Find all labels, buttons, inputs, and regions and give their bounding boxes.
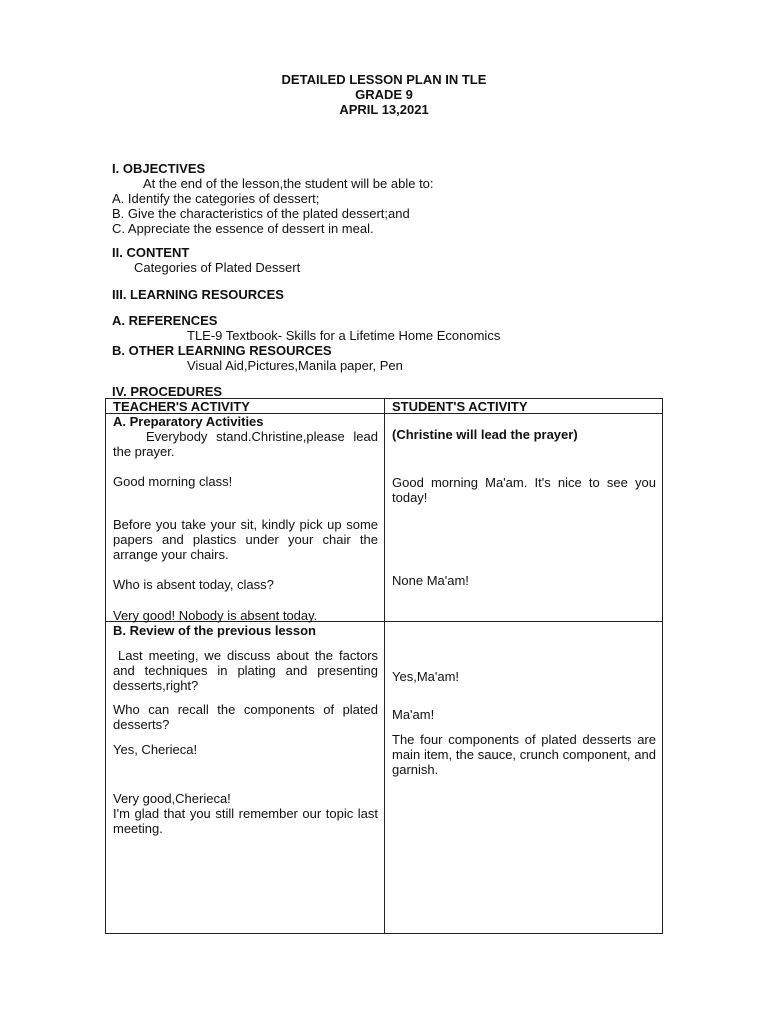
other-resources-heading: B. OTHER LEARNING RESOURCES bbox=[112, 343, 332, 358]
content-text: Categories of Plated Dessert bbox=[134, 260, 301, 275]
teacher-column-header: TEACHER'S ACTIVITY bbox=[113, 399, 250, 414]
teacher-line: Everybody stand.Christine,please lead the prayer. bbox=[113, 429, 378, 459]
teacher-line: Before you take your sit, kindly pick up some papers and plastics under your chair the arrange your chairs. bbox=[113, 517, 378, 562]
grade-line: GRADE 9 bbox=[355, 87, 413, 102]
references-section bbox=[112, 313, 672, 373]
objectives-heading: I. OBJECTIVES bbox=[112, 161, 206, 176]
procedures-heading: IV. PROCEDURES bbox=[112, 384, 223, 399]
teacher-line: I'm glad that you still remember our topic last meeting. bbox=[113, 806, 378, 836]
references-text: TLE-9 Textbook- Skills for a Lifetime Home Economics bbox=[187, 328, 501, 343]
content-heading: II. CONTENT bbox=[112, 245, 190, 260]
student-line: Ma'am! bbox=[392, 707, 435, 722]
section-a-title: A. Preparatory Activities bbox=[113, 414, 264, 429]
references-heading: A. REFERENCES bbox=[112, 313, 218, 328]
document-title bbox=[0, 72, 768, 117]
objective-item: A. Identify the categories of dessert; bbox=[112, 191, 320, 206]
procedures-table bbox=[105, 398, 663, 934]
section-b-title: B. Review of the previous lesson bbox=[113, 623, 316, 638]
column-divider bbox=[384, 399, 385, 933]
objective-item: B. Give the characteristics of the plated dessert;and bbox=[112, 206, 410, 221]
student-line: Good morning Ma'am. It's nice to see you today! bbox=[392, 475, 656, 505]
teacher-line: Very good! Nobody is absent today. bbox=[113, 608, 318, 623]
student-line: None Ma'am! bbox=[392, 573, 469, 588]
content-section bbox=[112, 245, 672, 275]
objective-item: C. Appreciate the essence of dessert in meal. bbox=[112, 221, 374, 236]
teacher-line: Good morning class! bbox=[113, 474, 233, 489]
teacher-line: Last meeting, we discuss about the factors and techniques in plating and presenting desserts,right? bbox=[113, 648, 378, 693]
objectives-intro: At the end of the lesson,the student will be able to: bbox=[143, 176, 434, 191]
teacher-line: Very good,Cherieca! bbox=[113, 791, 231, 806]
teacher-line: Who can recall the components of plated desserts? bbox=[113, 702, 378, 732]
student-line: The four components of plated desserts are main item, the sauce, crunch component, and garnish. bbox=[392, 732, 656, 777]
title-line: DETAILED LESSON PLAN IN TLE bbox=[281, 72, 487, 87]
teacher-line: Who is absent today, class? bbox=[113, 577, 274, 592]
resources-heading: III. LEARNING RESOURCES bbox=[112, 287, 284, 302]
student-column-header: STUDENT'S ACTIVITY bbox=[392, 399, 528, 414]
objectives-section bbox=[112, 161, 672, 236]
teacher-line: Yes, Cherieca! bbox=[113, 742, 198, 757]
student-line: (Christine will lead the prayer) bbox=[392, 427, 578, 442]
date-line: APRIL 13,2021 bbox=[339, 102, 429, 117]
student-line: Yes,Ma'am! bbox=[392, 669, 460, 684]
other-resources-text: Visual Aid,Pictures,Manila paper, Pen bbox=[187, 358, 403, 373]
